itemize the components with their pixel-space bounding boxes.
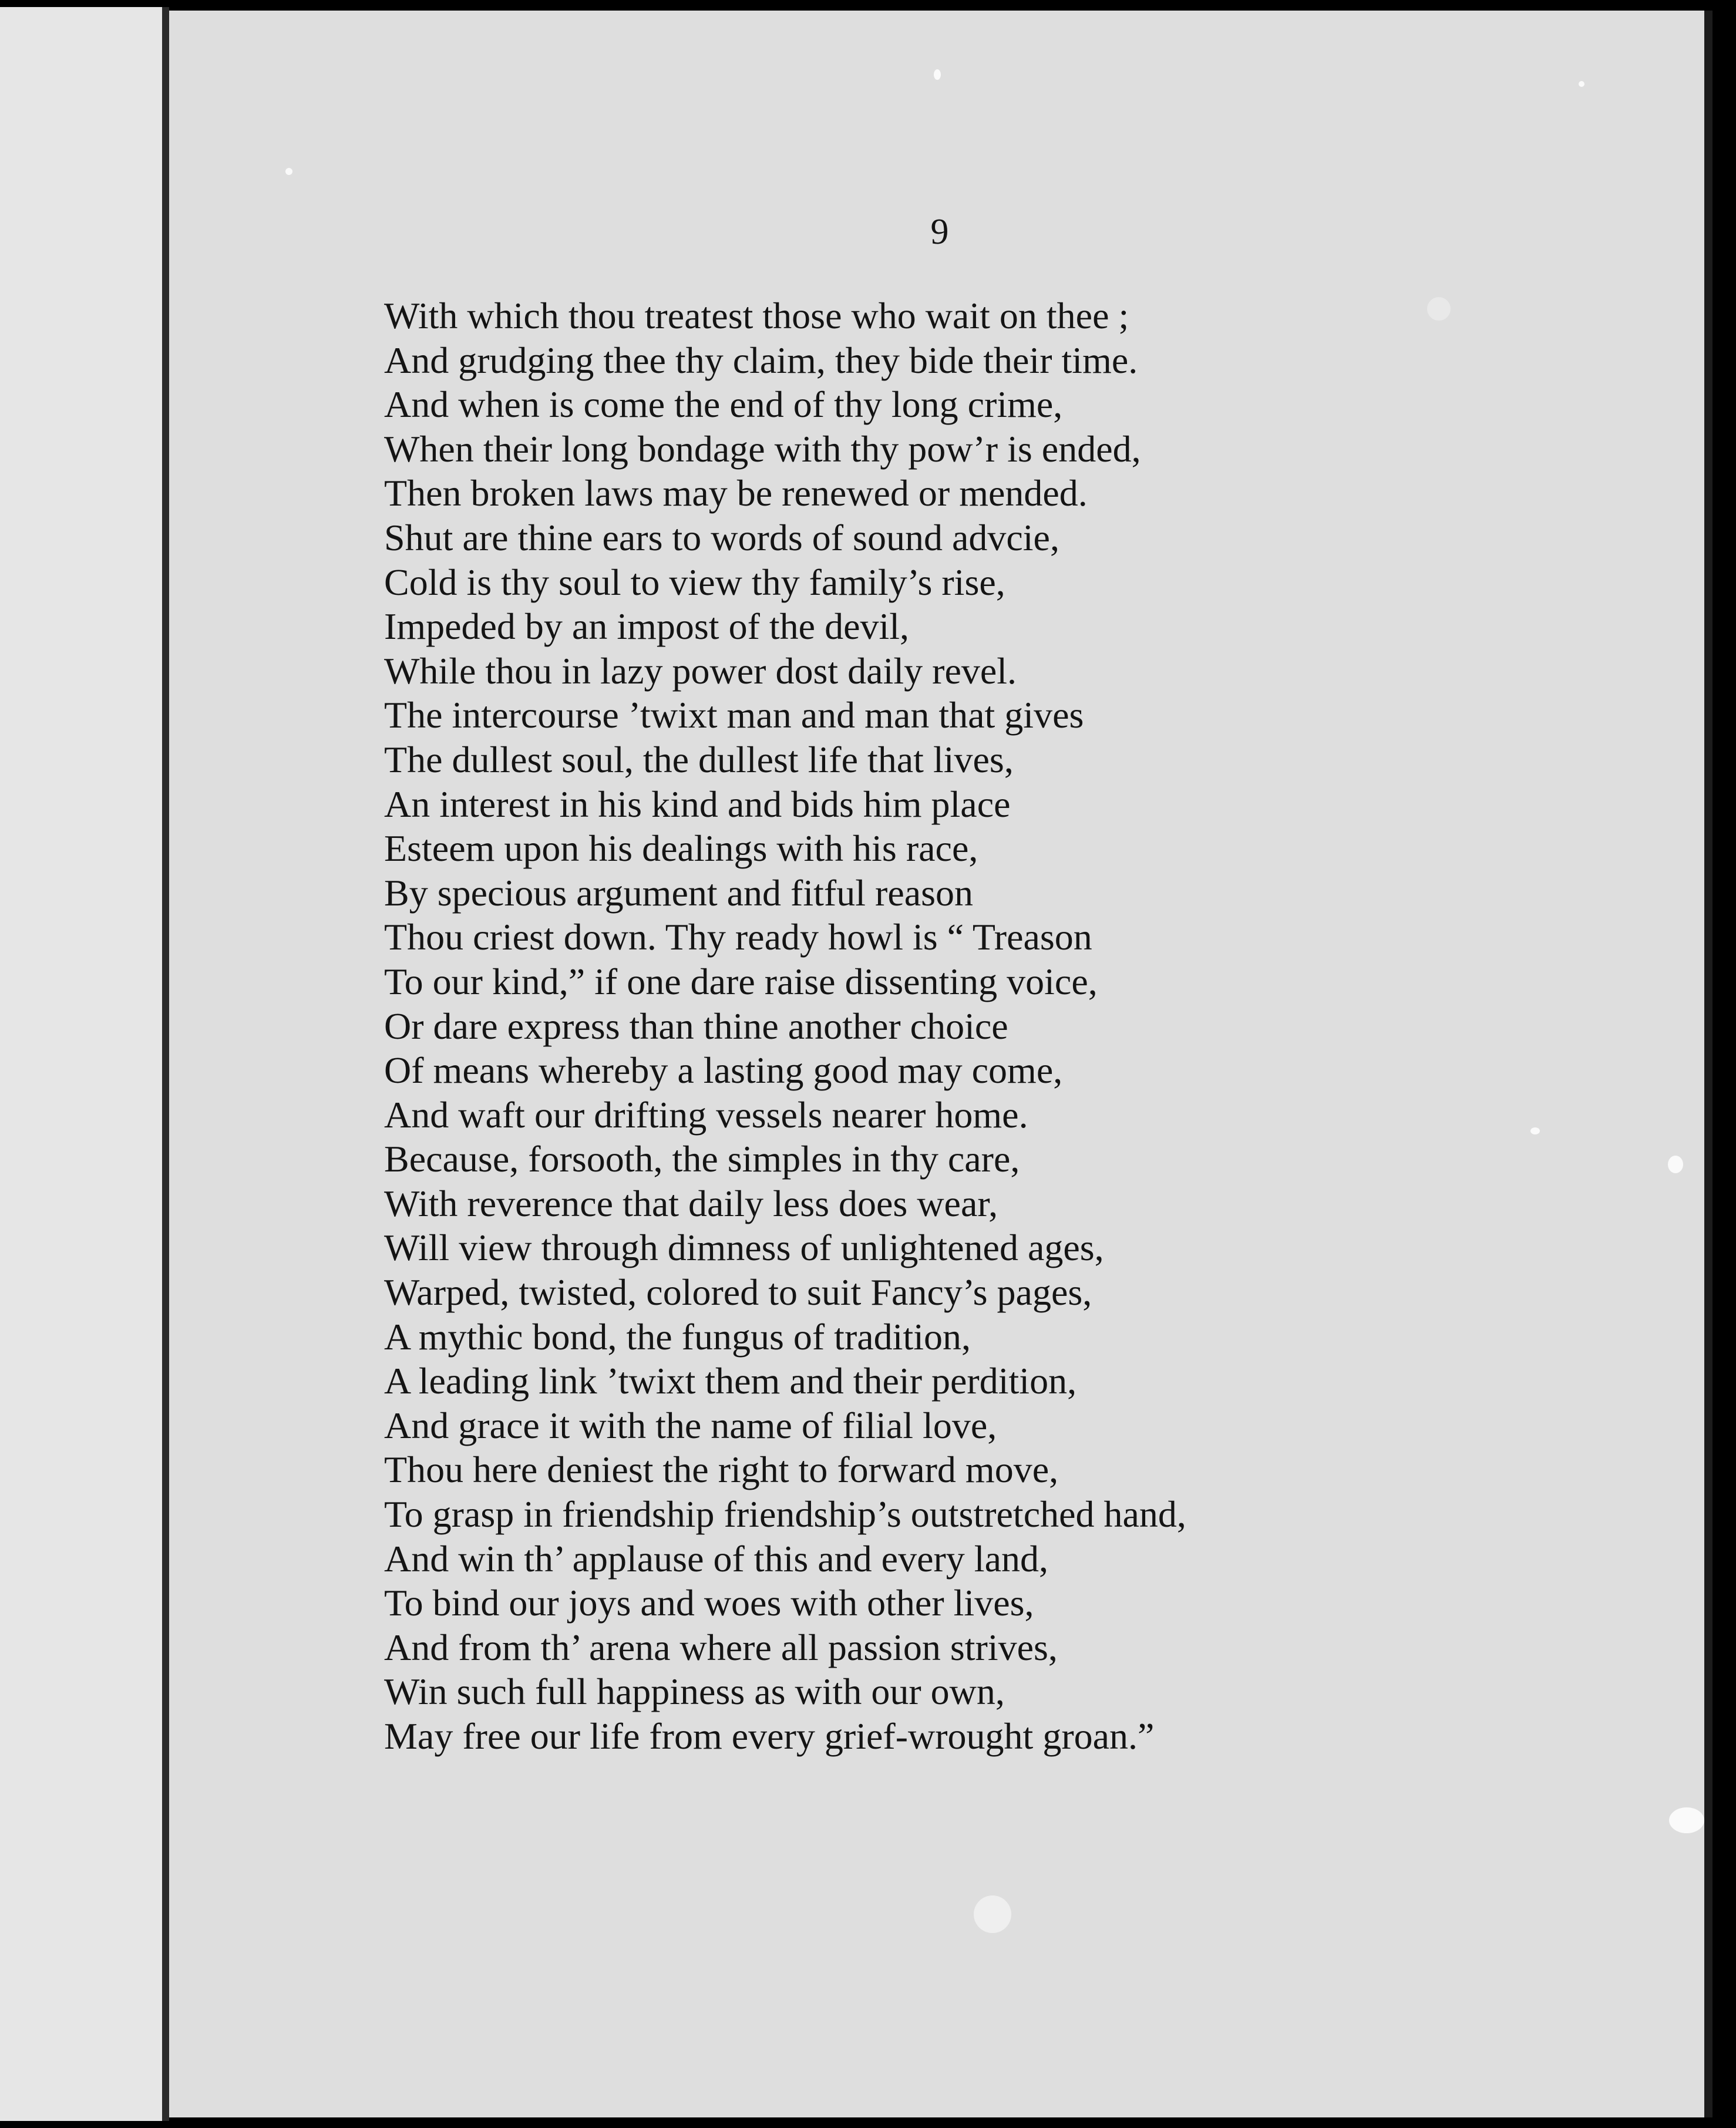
poem-line: When their long bondage with thy pow’r is ended, xyxy=(384,427,1141,470)
dust-speck xyxy=(1427,297,1451,321)
poem-line: And from th’ arena where all passion strives, xyxy=(384,1626,1058,1668)
poem-line: With reverence that daily less does wear, xyxy=(384,1182,998,1224)
poem-line: The intercourse ’twixt man and man that gives xyxy=(384,694,1084,736)
poem-line: To our kind,” if one dare raise dissenting voice, xyxy=(384,960,1098,1002)
poem-line: And win th’ applause of this and every land, xyxy=(384,1537,1048,1580)
dust-speck xyxy=(1669,1807,1704,1833)
dust-speck xyxy=(285,168,292,175)
previous-page-edge xyxy=(0,7,166,2121)
dust-speck xyxy=(974,1895,1011,1933)
poem-line: And grace it with the name of filial love, xyxy=(384,1404,997,1446)
poem-line: Shut are thine ears to words of sound advcie, xyxy=(384,516,1059,558)
poem-line: The dullest soul, the dullest life that lives, xyxy=(384,738,1014,780)
poem-line: Or dare express than thine another choice xyxy=(384,1005,1008,1047)
poem-line: Of means whereby a lasting good may come, xyxy=(384,1049,1063,1092)
poem-line: A mythic bond, the fungus of tradition, xyxy=(384,1315,971,1358)
poem-line: Will view through dimness of unlightened ages, xyxy=(384,1227,1104,1269)
poem-line: And grudging thee thy claim, they bide their time. xyxy=(384,339,1138,381)
poem-line: Thou here deniest the right to forward move, xyxy=(384,1449,1059,1491)
dust-speck xyxy=(1579,81,1584,87)
poem-line: Esteem upon his dealings with his race, xyxy=(384,827,978,870)
dust-speck xyxy=(934,69,941,80)
page-right-edge xyxy=(1704,11,1713,2117)
poem-line: Win such full happiness as with our own, xyxy=(384,1671,1005,1713)
poem-line: By specious argument and fitful reason xyxy=(384,871,974,914)
poem-text xyxy=(384,294,1394,1759)
poem-line: Then broken laws may be renewed or mended. xyxy=(384,472,1088,514)
dust-speck xyxy=(1668,1156,1683,1173)
poem-line: Thou criest down. Thy ready howl is “ Treason xyxy=(384,916,1092,958)
poem-line: To grasp in friendship friendship’s outstretched hand, xyxy=(384,1493,1186,1536)
poem-line: Warped, twisted, colored to suit Fancy’s pages, xyxy=(384,1271,1092,1314)
poem-line: While thou in lazy power dost daily revel. xyxy=(384,649,1017,692)
dust-speck xyxy=(1530,1127,1540,1134)
poem-line: An interest in his kind and bids him place xyxy=(384,783,1011,825)
poem-line: A leading link ’twixt them and their perdition, xyxy=(384,1360,1077,1402)
poem-line: Impeded by an impost of the devil, xyxy=(384,605,910,648)
poem-line: And waft our drifting vessels nearer home. xyxy=(384,1093,1028,1136)
poem-line: To bind our joys and woes with other lives, xyxy=(384,1582,1034,1624)
binding-gutter xyxy=(162,7,169,2121)
poem-line: With which thou treatest those who wait on thee ; xyxy=(384,295,1129,336)
page-number: 9 xyxy=(930,212,949,252)
poem-line: Because, forsooth, the simples in thy care, xyxy=(384,1138,1020,1180)
poem-line: May free our life from every grief-wrought groan.” xyxy=(384,1715,1155,1757)
poem-line: And when is come the end of thy long crime, xyxy=(384,383,1063,426)
poem-line: Cold is thy soul to view thy family’s rise, xyxy=(384,561,1005,603)
